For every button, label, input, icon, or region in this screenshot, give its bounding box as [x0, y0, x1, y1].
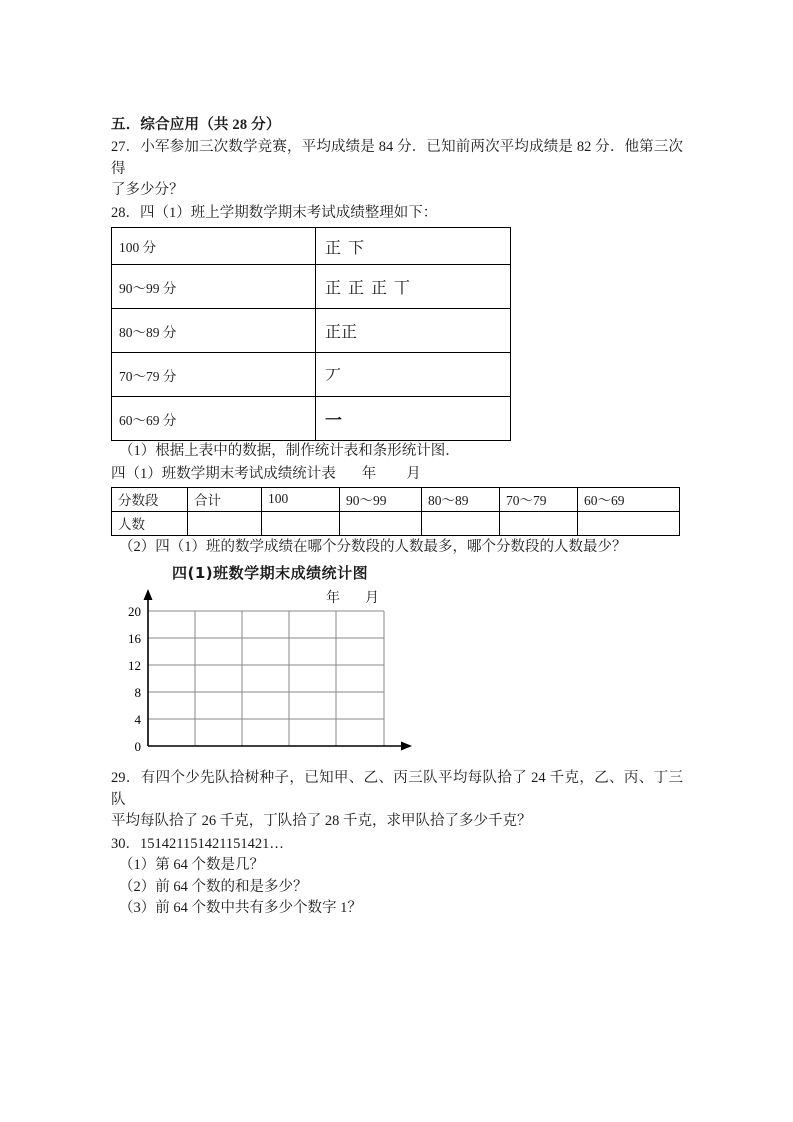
tally-range-label: 80～89 分: [112, 309, 316, 353]
stats-answer-cell[interactable]: [340, 511, 422, 535]
tally-range-label: 100 分: [112, 228, 316, 265]
stats-answer-cell[interactable]: [500, 511, 578, 535]
tally-table: [111, 227, 511, 441]
section-heading: 五．综合应用（共 28 分）: [111, 117, 281, 133]
stats-answer-cell[interactable]: [262, 511, 340, 535]
table-row: [112, 487, 680, 511]
chart-month-label: 月: [365, 591, 379, 606]
y-tick-label: 4: [134, 712, 141, 727]
stats-column-header: 90～99: [340, 487, 422, 511]
stats-table-title-year: 年: [361, 465, 377, 482]
question-28-sub-2: （2）四（1）班的数学成绩在哪个分数段的人数最多，哪个分数段的人数最少？: [119, 538, 627, 555]
chart-y-tick-labels: [128, 604, 142, 754]
y-tick-label: 8: [134, 685, 141, 700]
stats-column-header: 60～69: [578, 487, 680, 511]
question-29-line-1: 29．有四个少先队拾树种子，已知甲、乙、丙三队平均每队拾了 24 千克，乙、丙、丁三队: [111, 770, 683, 808]
tally-mark: 丅: [394, 280, 413, 297]
tally-range-label: 90～99 分: [112, 265, 316, 309]
question-27-line-1: 27．小军参加三次数学竞赛，平均成绩是 84 分．已知前两次平均成绩是 82 分．他第三次得: [111, 139, 683, 177]
tally-range-label: 60～69 分: [112, 397, 316, 441]
stats-answer-cell[interactable]: [578, 511, 680, 535]
chart-year-label: 年: [326, 591, 340, 606]
question-30-sub-2: （2）前 64 个数的和是多少？: [119, 878, 308, 895]
question-28: [111, 203, 683, 768]
stats-column-header: 70～79: [500, 487, 578, 511]
tally-mark: 一: [325, 411, 344, 430]
question-30-stem: 30．151421151421151421…: [111, 835, 284, 852]
question-29: [111, 768, 683, 833]
stats-table-title-text: 四（1）班数学期末考试成绩统计表: [111, 465, 336, 482]
y-tick-label: 0: [134, 739, 141, 754]
tally-mark: 正: [325, 280, 344, 297]
table-row: [112, 397, 511, 441]
tally-mark: 下: [348, 239, 367, 257]
page-content: [111, 115, 683, 921]
table-row: [112, 511, 680, 535]
y-tick-label: 16: [128, 631, 141, 646]
table-row: [112, 265, 511, 309]
chart-title: 四(1)班数学期末成绩统计图: [172, 564, 369, 582]
bar-chart: [111, 562, 571, 767]
stats-answer-cell[interactable]: [188, 511, 262, 535]
stats-column-header: 合计: [188, 487, 262, 511]
stats-table-title: [111, 464, 683, 485]
chart-gridlines-horizontal: [148, 611, 384, 719]
table-row: [112, 309, 511, 353]
question-30-sub-3: （3）前 64 个数中共有多少个数字 1？: [119, 900, 362, 916]
question-30: [111, 834, 683, 920]
table-row: [112, 228, 511, 265]
question-27: [111, 137, 683, 202]
chart-y-axis: [144, 589, 153, 746]
tally-mark: 丆: [325, 368, 344, 385]
stats-table: [111, 487, 680, 536]
stats-table-title-month: 月: [406, 465, 421, 482]
tally-marks-cell: [316, 265, 511, 309]
y-tick-label: 20: [128, 604, 141, 619]
tally-range-label: 70～79 分: [112, 353, 316, 397]
tally-mark: 正: [348, 280, 367, 297]
stats-answer-cell[interactable]: [422, 511, 500, 535]
question-28-sub-1: （1）根据上表中的数据，制作统计表和条形统计图．: [119, 443, 460, 459]
tally-marks-cell: [316, 228, 511, 265]
tally-mark: 正正: [325, 324, 358, 341]
tally-mark: 正: [325, 239, 344, 257]
stats-column-header: 100: [262, 487, 340, 511]
table-row: [112, 353, 511, 397]
tally-marks-cell: [316, 353, 511, 397]
chart-gridlines-vertical: [195, 611, 384, 746]
tally-mark: 正: [371, 280, 390, 297]
y-tick-label: 12: [128, 658, 141, 673]
chart-plot-area: [111, 580, 461, 765]
question-30-sub-1: （1）第 64 个数是几？: [119, 857, 264, 873]
tally-marks-cell: [316, 397, 511, 441]
chart-x-axis: [148, 742, 412, 751]
question-29-line-2: 平均每队拾了 26 千克，丁队拾了 28 千克，求甲队拾了多少千克？: [111, 813, 532, 829]
question-28-stem: 28．四（1）班上学期数学期末考试成绩整理如下：: [111, 204, 438, 221]
stats-row-header: 分数段: [112, 487, 188, 511]
stats-column-header: 80～89: [422, 487, 500, 511]
stats-row-header: 人数: [112, 511, 188, 535]
question-27-line-2: 了多少分？: [111, 182, 184, 198]
tally-marks-cell: [316, 309, 511, 353]
